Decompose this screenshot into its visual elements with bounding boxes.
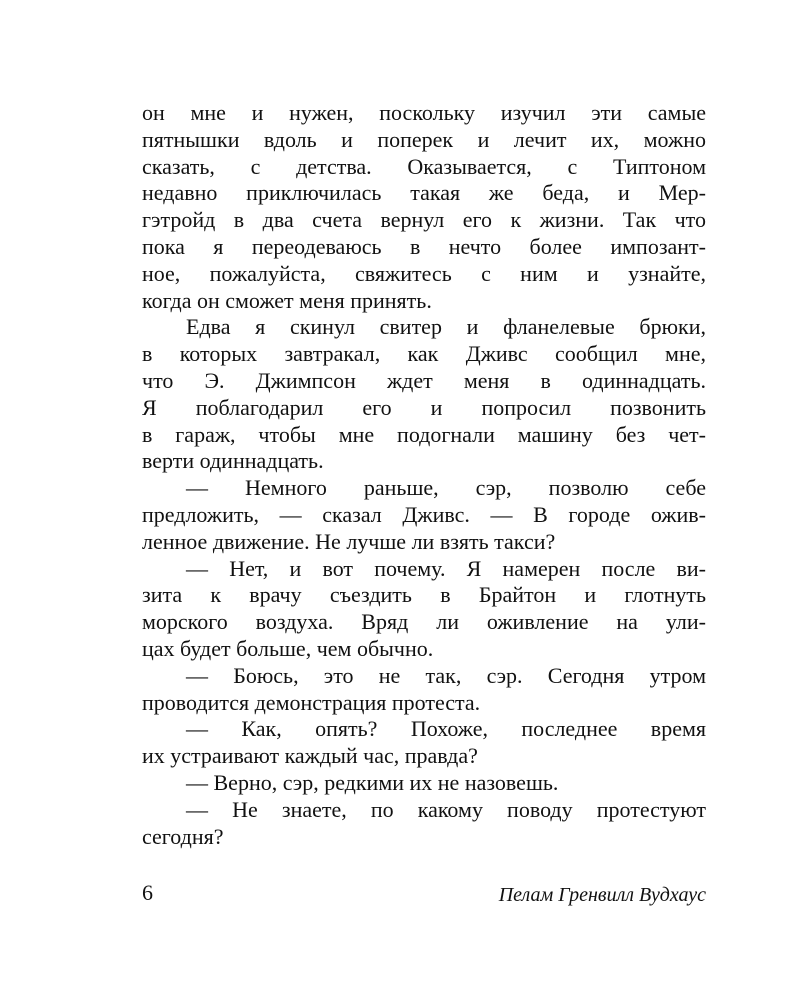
- text-line: цах будет больше, чем обычно.: [142, 635, 434, 661]
- text-line: — Верно, сэр, редкими их не назовешь.: [186, 769, 559, 795]
- text-line: Едва я скинул свитер и фланелевые брюки,: [186, 314, 706, 340]
- text-line: — Нет, и вот почему. Я намерен после ви-: [186, 555, 706, 581]
- text-line: в которых завтракал, как Дживс сообщил мне,: [142, 341, 706, 367]
- text-line: — Не знаете, по какому поводу протестуют: [186, 796, 706, 822]
- text-line: Я поблагодарил его и попросил позвонить: [142, 394, 706, 420]
- text-line: когда он сможет меня принять.: [142, 287, 432, 313]
- text-line: сказать, с детства. Оказывается, с Типтоном: [142, 153, 706, 179]
- text-line: их устраивают каждый час, правда?: [142, 743, 478, 769]
- text-line: — Боюсь, это не так, сэр. Сегодня утром: [186, 662, 706, 688]
- text-line: он мне и нужен, поскольку изучил эти самые: [142, 100, 706, 125]
- page-number: 6: [142, 880, 153, 905]
- text-line: морского воздуха. Вряд ли оживление на ули-: [142, 609, 706, 635]
- body-text: [142, 100, 706, 850]
- text-line: ленное движение. Не лучше ли взять такси?: [142, 528, 556, 554]
- text-line: гэтройд в два счета вернул его к жизни. Так что: [142, 207, 706, 233]
- text-line: зита к врачу съездить в Брайтон и глотнуть: [142, 582, 706, 608]
- text-line: ное, пожалуйста, свяжитесь с ним и узнайте,: [142, 260, 706, 286]
- text-line: что Э. Джимпсон ждет меня в одиннадцать.: [142, 367, 706, 393]
- text-line: пятнышки вдоль и поперек и лечит их, можно: [142, 126, 706, 152]
- text-line: пока я переодеваюсь в нечто более импозант-: [142, 233, 706, 259]
- text-line: — Немного раньше, сэр, позволю себе: [186, 475, 706, 501]
- text-line: в гараж, чтобы мне подогнали машину без чет-: [142, 421, 706, 447]
- text-line: недавно приключилась такая же беда, и Мер-: [142, 180, 706, 206]
- text-line: — Как, опять? Похоже, последнее время: [186, 716, 706, 742]
- running-head-author: Пелам Гренвилл Вудхаус: [498, 884, 706, 906]
- text-line: предложить, — сказал Дживс. — В городе ожив-: [142, 501, 706, 527]
- text-line: сегодня?: [142, 823, 224, 849]
- text-line: проводится демонстрация протеста.: [142, 689, 481, 715]
- text-line: верти одиннадцать.: [142, 448, 324, 474]
